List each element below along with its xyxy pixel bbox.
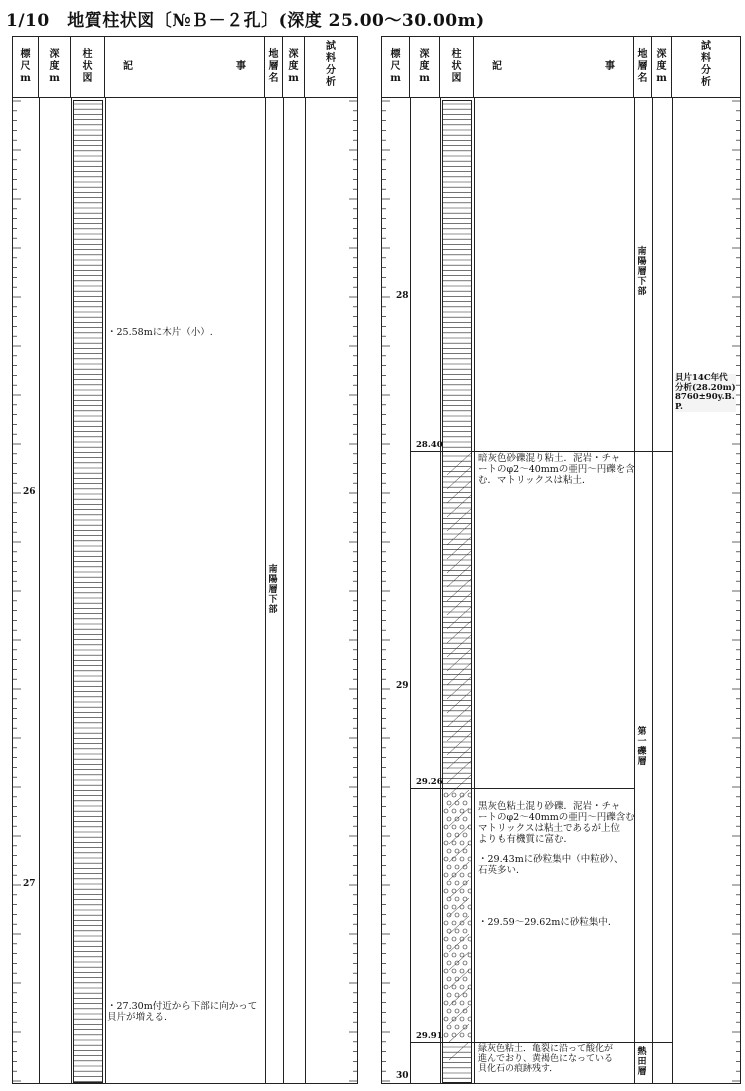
boundary-29-26: 29.26 [416,777,443,787]
header-depth: 深 度 m [410,37,440,97]
sample-c14-analysis: 貝片14C年代 分析(28.20m) 8760±90y.B. P. [675,373,736,412]
header-description: 記 事 [105,37,265,97]
header-layer: 地 層 名 [634,37,652,97]
right-scale-label-28: 28 [396,291,409,301]
left-note-shells: ・27.30m付近から下部に向かって 貝片が増える. [107,1001,258,1023]
page-title: 1/10 地質柱状図〔№Ｂ－２孔〕(深度 25.00～30.00m) [6,11,485,31]
left-note-wood: ・25.58mに木片（小）. [107,327,213,338]
right-scale-label-29: 29 [396,681,409,691]
layer-nanyo-lower: 南 陽 層 下 部 [637,247,647,297]
header-column: 柱 状 図 [71,37,105,97]
left-lithology-clay [73,100,103,1083]
header-analysis: 試 料 分 析 [326,41,336,88]
header-layer-depth: 深 度 m [283,37,305,97]
left-scale-label-26: 26 [23,487,36,497]
header-analysis: 試 料 分 析 [701,41,711,88]
layer-first-gravel: 第 一 礫 層 [637,727,647,767]
right-scale-label-30: 30 [396,1071,409,1081]
header-layer: 地 層 名 [265,37,283,97]
desc-gravelly-clay: 暗灰色砂礫混り粘土．泥岩・チャ ートのφ2～40mmの亜円～円礫を含 む．マトリックスは粘土． [478,453,635,486]
header-depth: 深 度 m [39,37,71,97]
boundary-29-91: 29.91 [416,1031,443,1041]
left-analysis-ticks [347,99,357,1083]
header-description: 記 事 [474,37,634,97]
header-column: 柱 状 図 [440,37,474,97]
boundary-28-40: 28.40 [416,440,443,450]
left-layer-name: 南 陽 層 下 部 [268,565,278,615]
right-lithology-column [442,100,472,1083]
left-scale-label-27: 27 [23,879,36,889]
right-analysis-ticks [730,99,740,1083]
left-scale-ticks [13,99,39,1083]
desc-green-clay: 緑灰色粘土．亀裂に沿って酸化が 進んでおり、黄褐色になっている 貝化石の痕跡残す． [478,1044,614,1074]
layer-atsuta: 熱 田 層 [637,1047,647,1077]
desc-sand-29-59: ・29.59～29.62mに砂粒集中． [478,917,618,928]
desc-clayey-gravel: 黒灰色粘土混り砂礫．泥岩・チャ ートのφ2～40mmの亜円～円礫含む マトリックスは粘土であるが上位 よりも有機質に富む． [478,801,635,845]
header-scale: 標 尺 m [13,37,39,97]
header-layer-depth: 深 度 m [652,37,672,97]
left-column-panel [12,36,358,1084]
desc-sand-29-43: ・29.43mに砂粒集中（中粒砂）、 石英多い． [478,854,624,876]
right-column-panel [381,36,741,1084]
header-scale: 標 尺 m [382,37,410,97]
right-scale-ticks [382,99,408,1083]
